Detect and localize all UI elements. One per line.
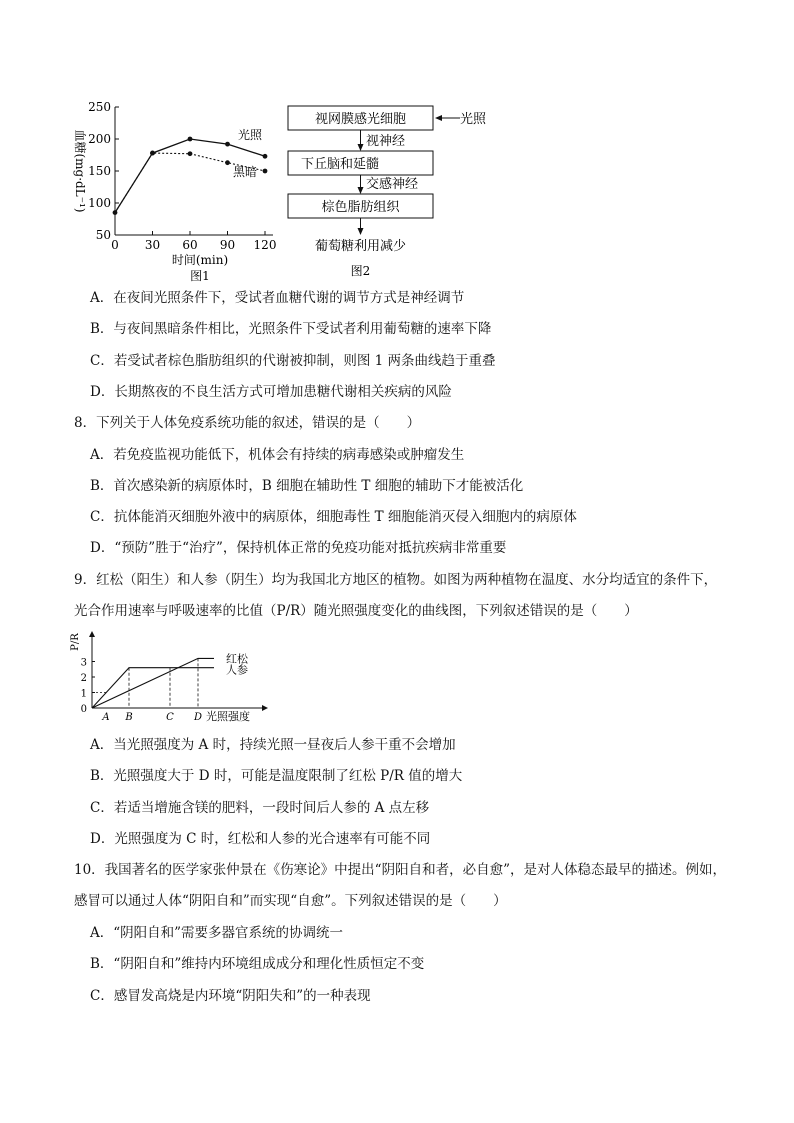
edge-sympathetic: 交感神经 <box>366 177 419 192</box>
x-axis-title: 光照强度 <box>206 710 250 723</box>
y-axis-arrow <box>89 631 95 637</box>
data-point <box>263 154 268 159</box>
x-mark-label: C <box>166 712 174 723</box>
y-tick-label: 50 <box>95 228 111 242</box>
q8-stem: 8．下列关于人体免疫系统功能的叙述，错误的是（ ） <box>74 415 421 431</box>
q10-stem-line2: 感冒可以通过人体“阴阳自和”而实现“自愈”。下列叙述错误的是（ ） <box>74 893 507 909</box>
figure-1-caption: 图1 <box>190 269 210 283</box>
y-tick-label: 200 <box>88 132 111 146</box>
box-brown-fat-label: 棕色脂肪组织 <box>321 200 400 215</box>
y-tick-label: 1 <box>80 688 87 700</box>
origin-label: 0 <box>80 704 87 715</box>
data-point <box>225 160 230 165</box>
q10-option-c: C．感冒发高烧是内环境“阴阳失和”的一种表现 <box>90 988 371 1004</box>
x-mark-label: A <box>102 712 110 723</box>
x-axis-title: 时间(min) <box>171 253 229 267</box>
series-label-light: 光照 <box>238 128 263 142</box>
y-tick-label: 250 <box>88 100 111 114</box>
y-tick-label: 3 <box>80 657 87 669</box>
data-point <box>188 151 193 156</box>
q7-option-b: B．与夜间黑暗条件相比，光照条件下受试者利用葡萄糖的速率下降 <box>90 321 492 337</box>
figure-1-chart <box>60 95 290 285</box>
series-label-dark: 黑暗 <box>233 165 258 180</box>
series-line-dark <box>115 153 265 213</box>
q9-pr-chart <box>64 628 284 728</box>
q8-option-a: A．若免疫监视功能低下，机体会有持续的病毒感染或肿瘤发生 <box>90 447 465 463</box>
x-tick-label: 120 <box>253 238 277 252</box>
series-line-renshen <box>92 668 214 708</box>
data-point <box>150 151 155 156</box>
series-line-hongsong <box>92 658 214 708</box>
q8-option-b: B．首次感染新的病原体时，B 细胞在辅助性 T 细胞的辅助下才能被活化 <box>90 478 524 494</box>
y-axis-title: P/R <box>70 633 81 651</box>
q7-option-d: D．长期熬夜的不良生活方式可增加患糖代谢相关疾病的风险 <box>90 384 452 400</box>
y-tick-label: 2 <box>80 673 87 684</box>
q9-stem-line2: 光合作用速率与呼吸速率的比值（P/R）随光照强度变化的曲线图，下列叙述错误的是（ ） <box>74 603 638 619</box>
x-mark-label: D <box>193 712 203 723</box>
q8-option-d: D．“预防”胜于“治疗”，保持机体正常的免疫功能对抵抗疾病非常重要 <box>90 540 507 556</box>
q8-option-c: C．抗体能消灭细胞外液中的病原体，细胞毒性 T 细胞能消灭侵入细胞内的病原体 <box>90 509 577 525</box>
q10-option-b: B．“阴阳自和”维持内环境组成成分和理化性质恒定不变 <box>90 956 425 972</box>
data-point <box>263 169 268 174</box>
result-label: 葡萄糖利用减少 <box>314 239 407 254</box>
q9-option-d: D．光照强度为 C 时，红松和人参的光合速率有可能不同 <box>90 831 431 847</box>
x-tick-label: 90 <box>219 238 236 252</box>
q7-option-c: C．若受试者棕色脂肪组织的代谢被抑制，则图 1 两条曲线趋于重叠 <box>90 353 496 369</box>
q9-stem-line1: 9．红松（阳生）和人参（阴生）均为我国北方地区的植物。如图为两种植物在温度、水分均适宜的条件下， <box>74 572 718 588</box>
q9-option-a: A．当光照强度为 A 时，持续光照一昼夜后人参干重不会增加 <box>90 737 456 753</box>
series-label-hongsong: 红松 <box>226 652 248 666</box>
q9-option-b: B．光照强度大于 D 时，可能是温度限制了红松 P/R 值的增大 <box>90 768 463 784</box>
data-point <box>188 137 193 142</box>
light-input-label: 光照 <box>460 112 487 127</box>
q10-stem-line1: 10．我国著名的医学家张仲景在《伤寒论》中提出“阴阳自和者，必自愈”，是对人体稳态最早的描述。例如， <box>74 862 726 878</box>
q7-option-a: A．在夜间光照条件下，受试者血糖代谢的调节方式是神经调节 <box>90 290 465 306</box>
x-axis-arrow <box>262 705 268 711</box>
box-retina-label: 视网膜感光细胞 <box>314 112 407 127</box>
q10-option-a: A．“阴阳自和”需要多器官系统的协调统一 <box>90 925 344 941</box>
y-tick-label: 150 <box>88 164 111 178</box>
series-label-renshen: 人参 <box>226 663 248 677</box>
x-tick-label: 0 <box>111 238 119 252</box>
x-tick-label: 60 <box>182 238 198 252</box>
box-hypothalamus-label: 下丘脑和延髓 <box>300 157 380 172</box>
figure-2-caption: 图2 <box>350 264 371 278</box>
edge-optic-nerve: 视神经 <box>366 134 406 149</box>
y-tick-label: 100 <box>88 196 111 210</box>
x-mark-label: B <box>125 712 133 723</box>
data-point <box>113 210 118 215</box>
y-axis-title: 血糖(mg·dL⁻¹) <box>73 129 87 213</box>
figure-2-diagram <box>280 98 520 288</box>
x-tick-label: 30 <box>144 238 161 252</box>
q9-option-c: C．若适当增施含镁的肥料，一段时间后人参的 A 点左移 <box>90 800 430 816</box>
data-point <box>225 142 230 147</box>
